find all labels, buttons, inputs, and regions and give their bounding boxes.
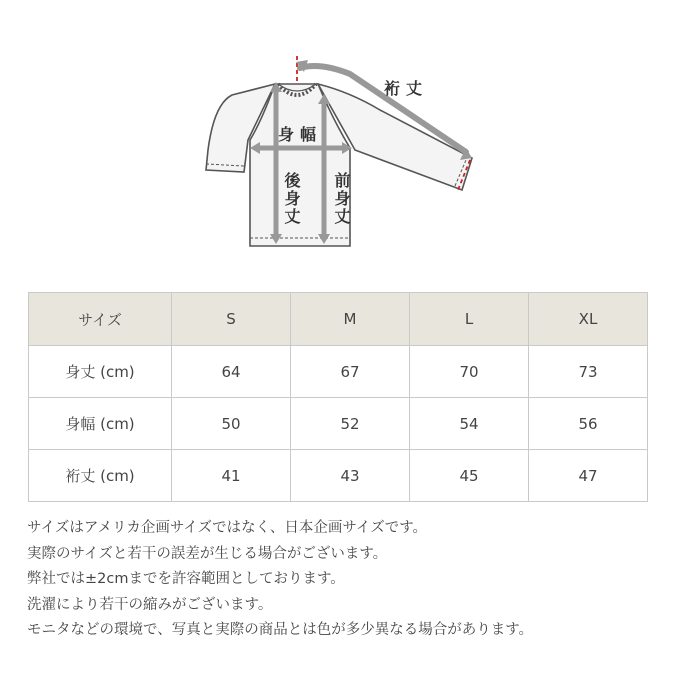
- table-row: [29, 450, 648, 502]
- table-header-cell: S: [172, 293, 291, 346]
- table-header-cell: サイズ: [29, 293, 172, 346]
- table-row: [29, 346, 648, 398]
- notes: [27, 516, 533, 644]
- table-cell: 41: [172, 450, 291, 502]
- table-header-cell: XL: [529, 293, 648, 346]
- table-cell: 50: [172, 398, 291, 450]
- row-label: 身丈 (cm): [29, 346, 172, 398]
- table-header-cell: M: [291, 293, 410, 346]
- back-length-label: 後身丈: [282, 172, 301, 226]
- table-row: [29, 398, 648, 450]
- table-header-cell: L: [410, 293, 529, 346]
- garment-illustration: [0, 0, 680, 270]
- table-cell: 64: [172, 346, 291, 398]
- table-cell: 52: [291, 398, 410, 450]
- table-cell: 70: [410, 346, 529, 398]
- table-cell: 47: [529, 450, 648, 502]
- row-label: 裄丈 (cm): [29, 450, 172, 502]
- table-cell: 45: [410, 450, 529, 502]
- garment-diagram: [0, 0, 680, 270]
- note-line: 実際のサイズと若干の誤差が生じる場合がございます。: [27, 545, 388, 562]
- table-header-row: [29, 293, 648, 346]
- table-cell: 67: [291, 346, 410, 398]
- note-line: モニタなどの環境で、写真と実際の商品とは色が多少異なる場合があります。: [27, 622, 534, 638]
- table-cell: 56: [529, 398, 648, 450]
- sleeve-length-label: 裄丈: [384, 79, 429, 98]
- note-line: 弊社では±2cmまでを許容範囲としております。: [27, 571, 345, 587]
- row-label: 身幅 (cm): [29, 398, 172, 450]
- note-line: 洗濯により若干の縮みがございます。: [27, 596, 273, 613]
- table-cell: 73: [529, 346, 648, 398]
- front-length-label: 前身丈: [332, 172, 351, 226]
- note-line: サイズはアメリカ企画サイズではなく、日本企画サイズです。: [27, 520, 428, 536]
- width-label: 身幅: [278, 125, 323, 144]
- size-table: [28, 292, 648, 502]
- table-cell: 54: [410, 398, 529, 450]
- table-cell: 43: [291, 450, 410, 502]
